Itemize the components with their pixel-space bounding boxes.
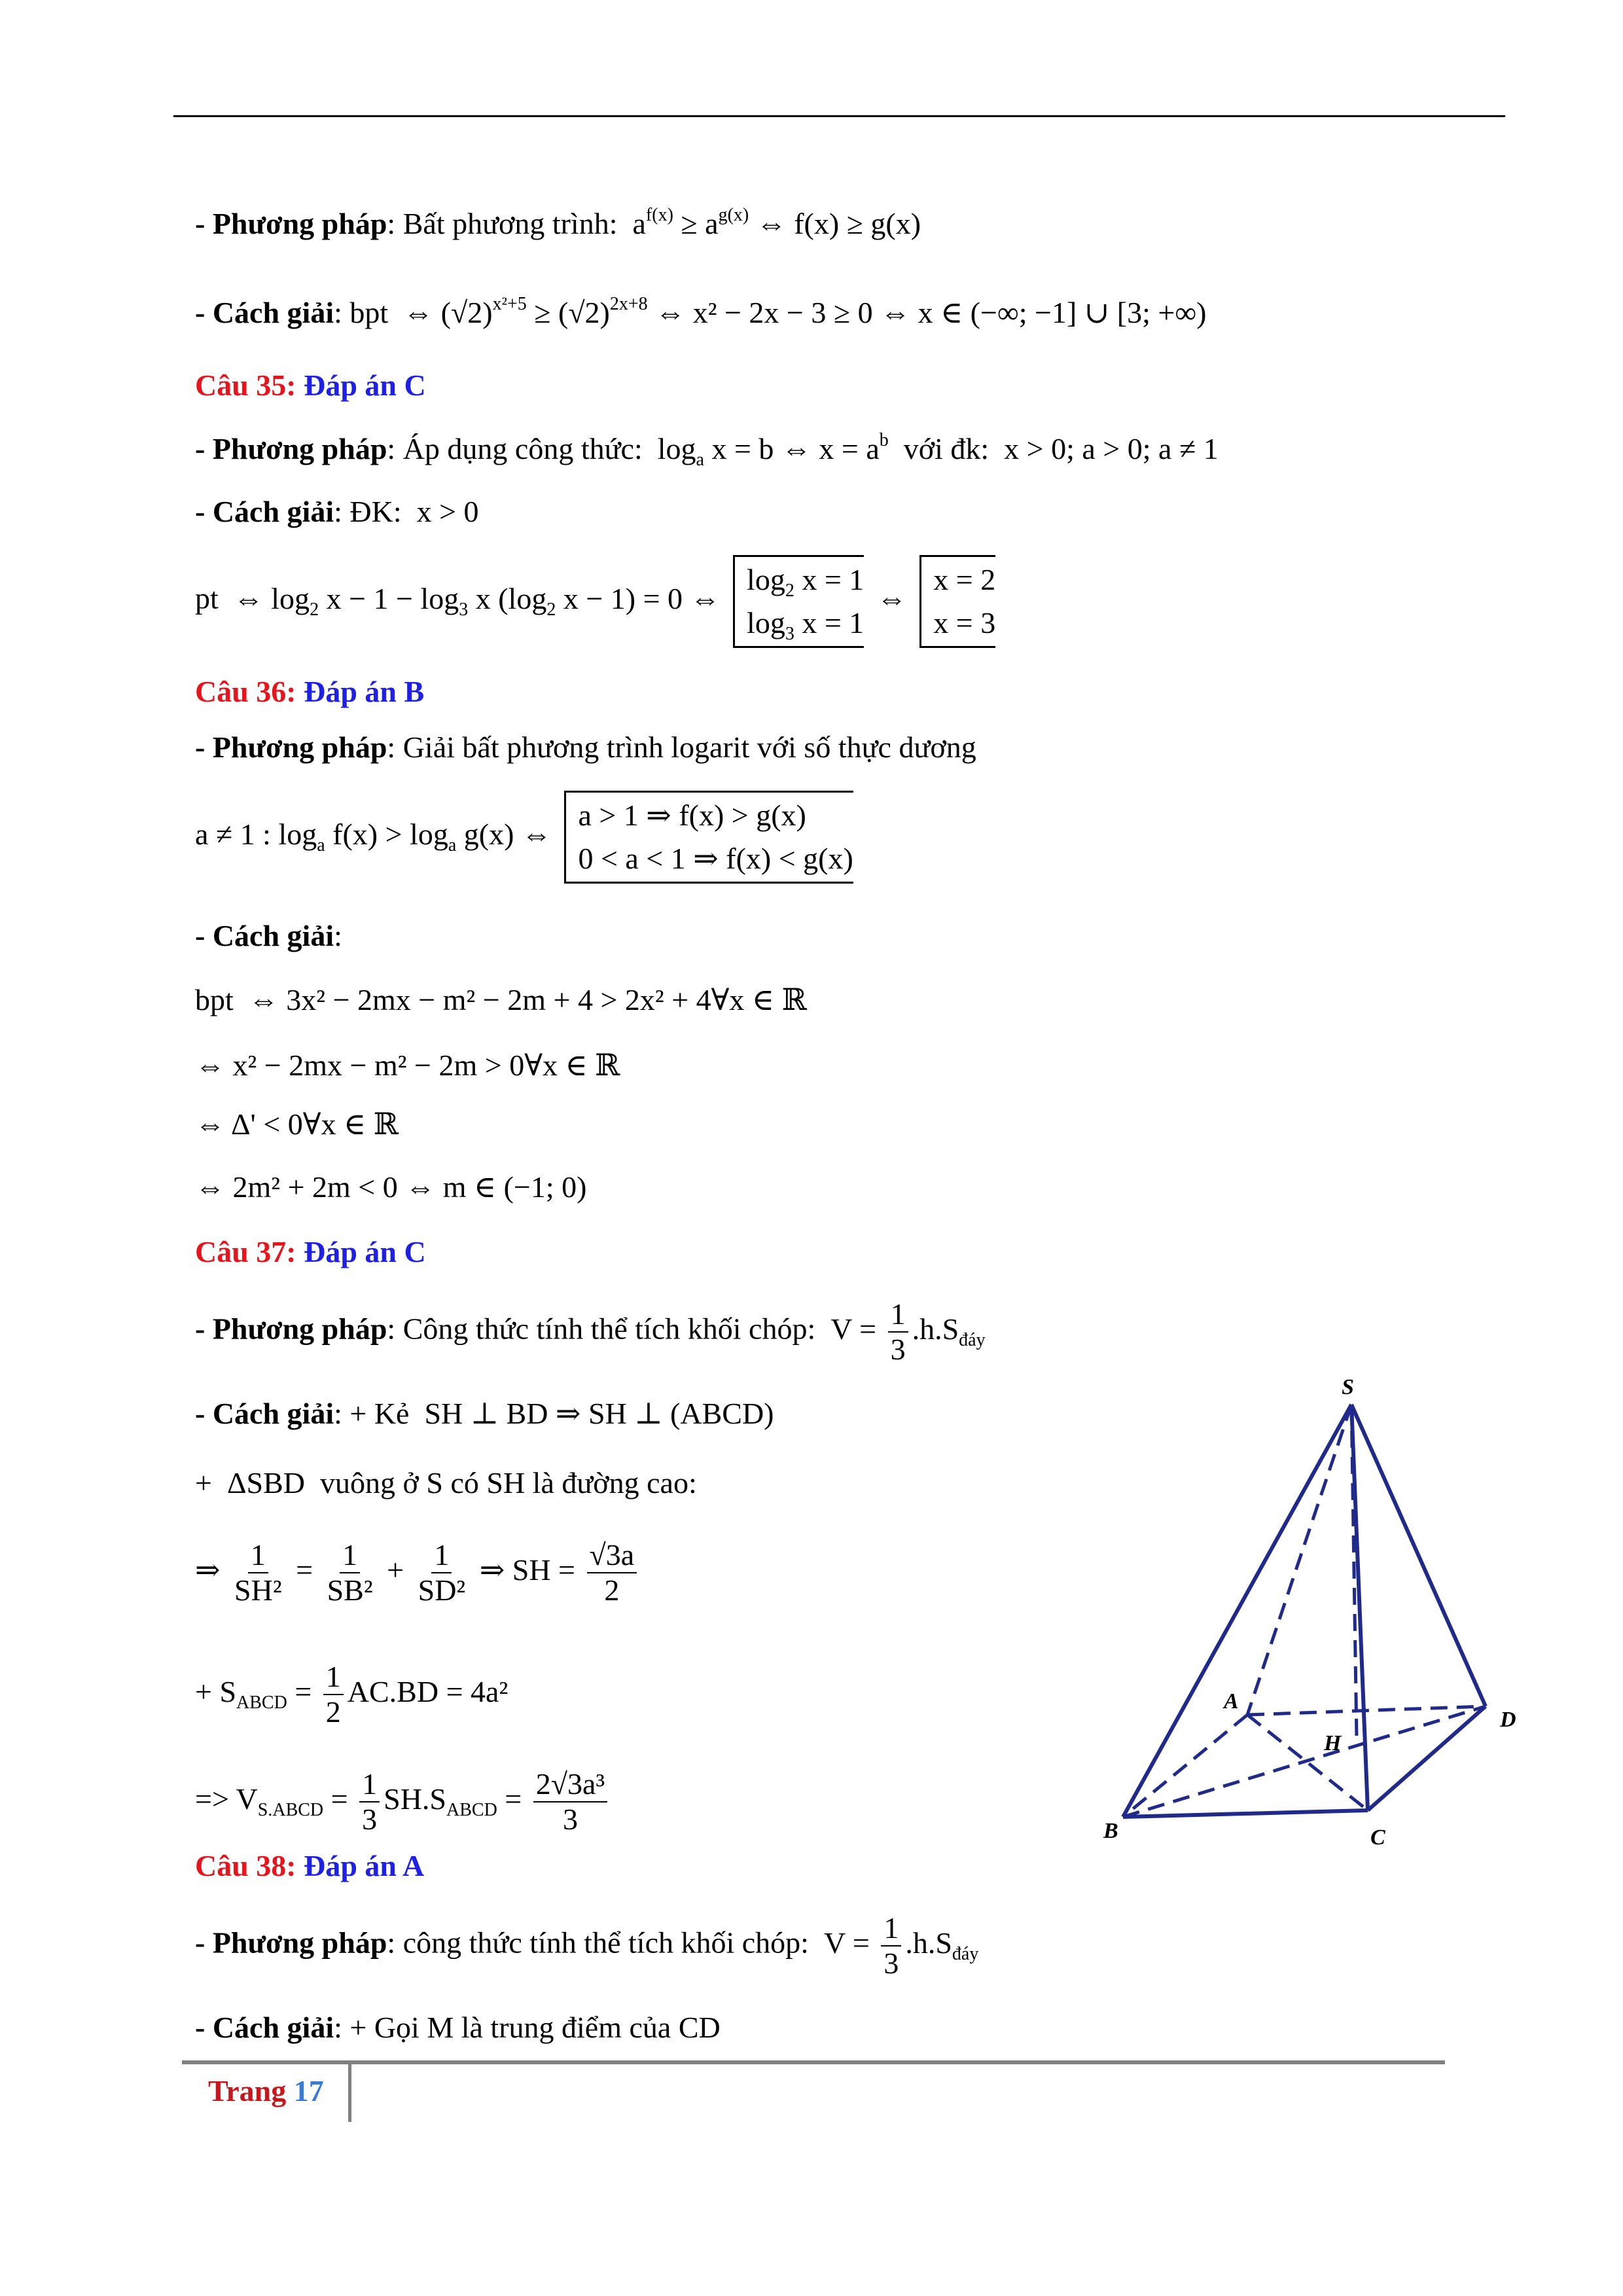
vertex-label: B: [1103, 1819, 1118, 1843]
diag-AC: [1247, 1715, 1368, 1810]
solution-line-triangle: + ΔSBD vuông ở S có SH là đường cao:: [195, 1466, 697, 1499]
solution-line-inequality: - Cách giải: bpt ⇔ $(√2)^{x^2+5} \ge (√2)^{2x+8}$ ⇔ x² − 2x − 3 ≥ 0 ⇔ x ∈ (−∞; −1] ∪ [3; +∞): [195, 294, 1207, 329]
case-bracket: $\log_2 x = 1$ $\log_3 x = 1$: [733, 555, 864, 648]
case-bracket: a > 1 ⇒ f(x) > g(x) 0 < a < 1 ⇒ f(x) < g(x): [564, 791, 853, 884]
question-38-heading: Câu 38: Đáp án A: [195, 1849, 425, 1882]
solution-step: [195, 1105, 399, 1144]
page-footer: Trang 17: [208, 2074, 324, 2108]
edge-SD: [1351, 1405, 1486, 1706]
formula: V = $\frac{1}{3}$ $.h.S_{đáy}$: [823, 1297, 986, 1366]
footer-divider: [348, 2064, 351, 2122]
edge-BC: [1123, 1810, 1368, 1817]
formula: $a^{f(x)} \ge a^{g(x)}$ ⇔ f(x) ≥ g(x): [625, 205, 921, 240]
footer-rule: [182, 2060, 1445, 2064]
vertex-label: H: [1324, 1731, 1342, 1755]
formula: + $S_{ABCD}$ = $\frac{1}{2}$ AC.BD = 4a²: [195, 1660, 508, 1729]
formula: => $V_{S.ABCD}$ = $\frac{1}{3}$ $SH.S_{ABCD}$ = $\frac{\text{2√3a³}}{3}$: [195, 1782, 611, 1816]
formula: ⇔ 2m² + 2m < 0 ⇔ m ∈ (−1; 0): [195, 1170, 587, 1204]
solution-step: [195, 1046, 620, 1085]
method-line-log: - Phương pháp: Áp dụng công thức: $\log_a x = b$ ⇔ $x = a^b$ với đk: x > 0; a > 0; a ≠ 1: [195, 430, 1219, 470]
edge-CD: [1368, 1706, 1486, 1810]
method-line-volume: - Phương pháp: công thức tính thể tích khối chóp: V = $\frac{1}{3}$ $.h.S_{đáy}$: [195, 1911, 979, 1980]
edge-SB: [1123, 1405, 1351, 1817]
question-37-heading: Câu 37: Đáp án C: [195, 1235, 426, 1268]
solution-step: [195, 1660, 508, 1729]
solution-step: [195, 1767, 611, 1837]
method-line-inequality: - Phương pháp: Bất phương trình: $a^{f(x)} \ge a^{g(x)}$ ⇔ f(x) ≥ g(x): [195, 205, 921, 240]
case-bracket: x = 2 x = 3: [919, 555, 995, 648]
solution-line-heading: - Cách giải:: [195, 919, 342, 952]
solution-line-height: - Cách giải: + Kẻ SH ⊥ BD ⇒ SH ⊥ (ABCD): [195, 1397, 774, 1430]
formula: a ≠ 1 : $\log_a f(x) > \log_a g(x)$ ⇔: [195, 817, 552, 855]
formula: x > 0: [409, 495, 479, 528]
method-line-volume: - Phương pháp: Công thức tính thể tích khối chóp: V = $\frac{1}{3}$ $.h.S_{đáy}$: [195, 1297, 986, 1366]
solution-line-midpoint: - Cách giải: + Gọi M là trung điểm của CD: [195, 2011, 721, 2044]
header-rule: [173, 115, 1505, 117]
formula: x > 0; a > 0; a ≠ 1: [996, 432, 1219, 465]
solution-step: [195, 1538, 641, 1607]
vertex-label: C: [1370, 1825, 1385, 1850]
edge-SA: [1247, 1405, 1351, 1715]
solution-step: [195, 1168, 586, 1207]
formula: $\log_a x = b$ ⇔ $x = a^b$: [650, 430, 889, 470]
vertex-label: D: [1500, 1708, 1516, 1732]
solution-line-condition: - Cách giải: ĐK: x > 0: [195, 495, 479, 528]
solution-step: bpt ⇔ 3x² − 2mx − m² − 2m + 4 > 2x² + 4∀x ∈ ℝ: [195, 983, 807, 1016]
formula: ΔSBD: [219, 1466, 313, 1499]
formula: SH ⊥ BD ⇒ SH ⊥ (ABCD): [416, 1397, 774, 1430]
question-36-heading: Câu 36: Đáp án B: [195, 675, 425, 708]
diag-BD: [1123, 1706, 1486, 1817]
edge-AB: [1123, 1715, 1247, 1817]
solution-line-equation: pt ⇔ $\log_2 x - 1 - \log_3 x$ ($\log_2$ x − 1) = 0 ⇔ $\log_2 x = 1$ $\log_3 x = 1$ ⇔ x = 2 x = 3: [195, 555, 1001, 648]
formula: ⇔ 3x² − 2mx − m² − 2m + 4 > 2x² + 4∀x ∈ ℝ: [241, 983, 807, 1016]
formula: ⇔ x² − 2mx − m² − 2m > 0∀x ∈ ℝ: [195, 1049, 620, 1082]
vertex-label: A: [1224, 1689, 1239, 1713]
question-35-heading: Câu 35: Đáp án C: [195, 368, 426, 402]
formula: ⇔ $\log_2 x - 1 - \log_3 x$ ($\log_2$ x − 1) = 0 ⇔: [226, 581, 721, 620]
formula: ⇔ Δ' < 0∀x ∈ ℝ: [195, 1107, 399, 1141]
method-line-log-inequality: - Phương pháp: Giải bất phương trình logarit với số thực dương: [195, 730, 976, 764]
log-inequality-rule: [195, 791, 859, 884]
formula: V = $\frac{1}{3}$ $.h.S_{đáy}$: [816, 1911, 979, 1980]
formula: ⇒ $\frac{1}{\text{SH²}}$ = $\frac{1}{\text{SB²}}$ + $\frac{1}{\text{SD²}}$ ⇒ SH = $\frac{√3a}{2}$: [195, 1553, 641, 1587]
formula: ⇔ $(√2)^{x^2+5} \ge (√2)^{2x+8}$ ⇔ x² − 2x − 3 ≥ 0 ⇔ x ∈ (−∞; −1] ∪ [3; +∞): [395, 294, 1207, 329]
vertex-label: S: [1342, 1375, 1354, 1399]
edge-AD: [1247, 1706, 1486, 1715]
pyramid-figure: [1073, 1368, 1544, 1878]
